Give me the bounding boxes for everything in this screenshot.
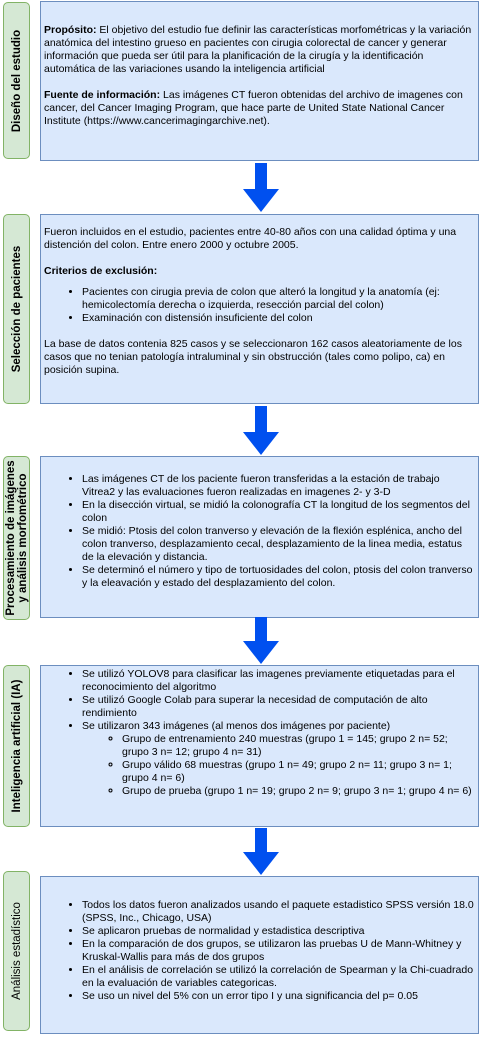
- list-item: • Las imágenes CT de los paciente fueron transferidas a la estación de trabajo Vitrea2 y las evaluaciones fueron realizadas en imagenes 2- y 3-D: [82, 473, 475, 499]
- list-item: • Se uso un nivel del 5% con un error tipo I y una significancia del p= 0.05: [82, 990, 475, 1003]
- list-item: ◦ Grupo válido 68 muestras (grupo 1 n= 49; grupo 2 n= 11; grupo 3 n= 1; grupo 4 n= 6): [122, 759, 475, 785]
- list-item: • Se utilizó Google Colab para superar la necesidad de computación de alto rendimiento: [82, 694, 475, 720]
- section-label-analisis: Análisis estadístico: [3, 871, 30, 1031]
- box-seleccion-pacientes: [40, 214, 479, 404]
- list-item: • En la disección virtual, se midió la colonografía CT la longitud de los segmentos del colon: [82, 499, 475, 525]
- exclusion-list: [44, 286, 475, 325]
- section-label-diseno: Diseño del estudio: [3, 2, 30, 159]
- box-inteligencia-artificial: [40, 665, 479, 827]
- ia-list: [44, 668, 475, 798]
- down-arrow-3: [243, 617, 279, 665]
- section-label-procesamiento: Procesamiento de imágenes y análisis morfométrico: [3, 456, 30, 620]
- database-text: La base de datos contenia 825 casos y se seleccionaron 162 casos aleatoriamente de los casos que no tenian patología intraluminal y sin obstrucción (tales como polipo, ca) en posición supina.: [44, 338, 462, 376]
- ia-sublist: [82, 733, 475, 798]
- list-item: • Todos los datos fueron analizados usando el paquete estadistico SPSS versión 18.0 (SPSS, Inc., Chicago, USA): [82, 899, 475, 925]
- section-label-seleccion: Selección de pacientes: [3, 214, 30, 404]
- list-item: • Se utilizó YOLOV8 para clasificar las imagenes previamente etiquetadas para el reconocimiento del algoritmo: [82, 668, 475, 694]
- down-arrow-4: [243, 828, 279, 876]
- proposito-paragraph: Propósito: El objetivo del estudio fue definir las características morfométricas y la variación anatómica del intestino grueso en pacientes con cirugia colorectal de cancer y generar información que pueda ser útil para la planificación de la cirugía y la identificación automática de las variaciones usando la inteligencia artificial: [44, 24, 472, 75]
- box-analisis-estadistico: [40, 876, 479, 1034]
- list-item: • Se midió: Ptosis del colon tranverso y elevación de la flexión esplénica, ancho del colon tranverso, desplazamiento cecal, desplazamiento de la linea media, estatus de la elevación y distancia.: [82, 525, 475, 564]
- fuente-paragraph: Fuente de información: Las imágenes CT fueron obtenidas del archivo de imagenes con cancer, del Cancer Imaging Program, que hace parte de United State National Cancer Institute (https://www.cancerimagingarchive.net).: [44, 89, 463, 127]
- analisis-list: [44, 899, 475, 1003]
- list-item: • Se determinó el número y tipo de tortuosidades del colon, ptosis del colon tranverso y la eleavación y estado del desplazamiento del colon.: [82, 564, 475, 590]
- list-item: • En el análisis de correlación se utilizó la correlación de Spearman y la Chi-cuadrado en la evaluación de variables categoricas.: [82, 964, 475, 990]
- list-item: • Se utilizaron 343 imágenes (al menos dos imágenes por paciente) ◦ Grupo de entrenamiento 240 muestras (grupo 1 = 145; grupo 2 n= 52; grupo 3 n= 12; grupo 4 n= 31) ◦ Grupo válido 68 muestras (grupo 1 n= 49; grupo 2 n= 11; grupo 3 n= 1; grupo 4 n= 6) ◦ Grupo de prueba (grupo 1 n= 19; grupo 2 n= 9; grupo 3 n= 1; grupo 4 n= 6): [82, 720, 475, 798]
- down-arrow-1: [243, 163, 279, 213]
- section-label-ia: Inteligencia artificial (IA): [3, 665, 30, 827]
- list-item: • Se aplicaron pruebas de normalidad y estadistica descriptiva: [82, 925, 475, 938]
- list-item: ◦ Grupo de entrenamiento 240 muestras (grupo 1 = 145; grupo 2 n= 52; grupo 3 n= 12; grupo 4 n= 31): [122, 733, 475, 759]
- box-diseno-estudio: [40, 1, 479, 161]
- list-item: • En la comparación de dos grupos, se utilizaron las pruebas U de Mann-Whitney y Kruskal-Wallis para más de dos grupos: [82, 938, 475, 964]
- criteria-title: Criterios de exclusión:: [44, 265, 158, 277]
- procesamiento-list: [44, 473, 475, 590]
- list-item: ◦ Grupo de prueba (grupo 1 n= 19; grupo 2 n= 9; grupo 3 n= 1; grupo 4 n= 6): [122, 785, 475, 798]
- box-procesamiento: [40, 456, 479, 618]
- down-arrow-2: [243, 406, 279, 456]
- list-item: • Pacientes con cirugia previa de colon que alteró la longitud y la anatomía (ej: hemicolectomía derecha o izquierda, resección parcial del colon): [82, 286, 475, 312]
- inclusion-text: Fueron incluidos en el estudio, pacientes entre 40-80 años con una calidad óptima y una distención del colon. Entre enero 2000 y octubre 2005.: [44, 226, 457, 251]
- list-item: • Examinación con distensión insuficiente del colon: [82, 312, 475, 325]
